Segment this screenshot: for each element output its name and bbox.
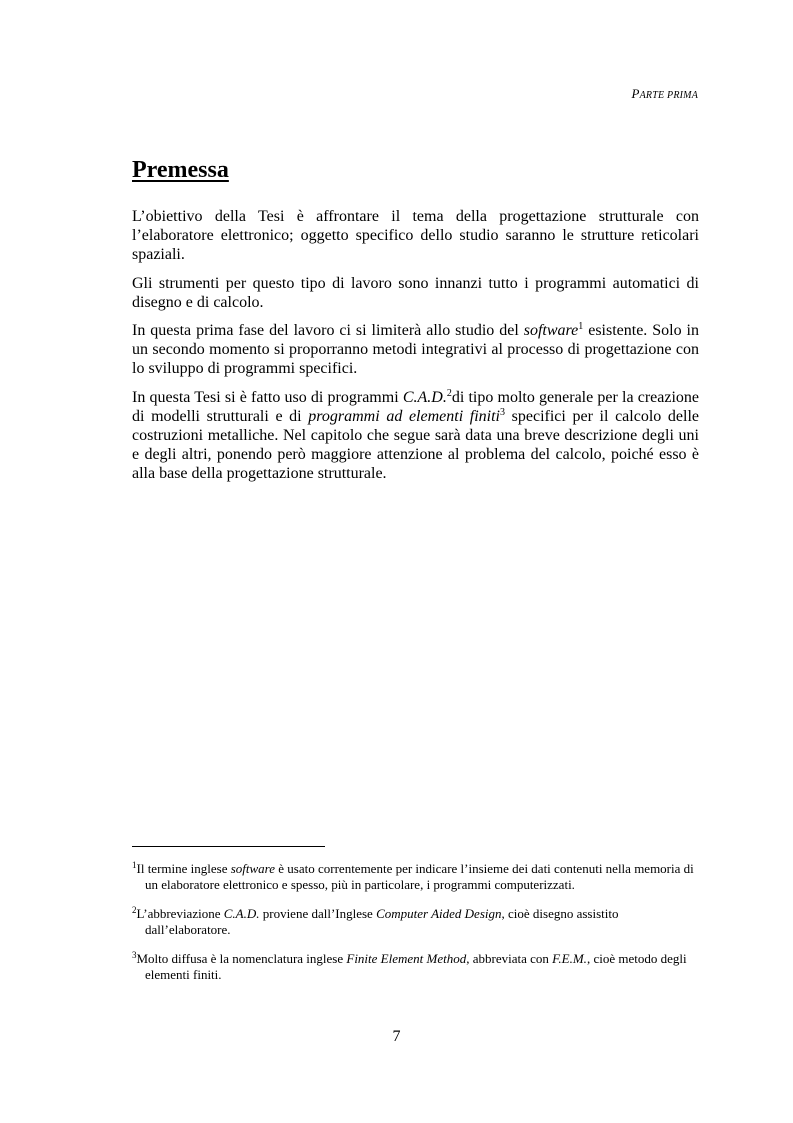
footnote-separator (132, 846, 325, 847)
footnote-2 (132, 906, 702, 937)
footnote-2-term-a: C.A.D. (223, 906, 260, 922)
paragraph-3-text-b: esistente. Solo in un secondo momento si proporranno metodi integrativi al processo di progettazione con lo sviluppo di programmi specifici. (132, 322, 699, 378)
page-number: 7 (392, 1028, 401, 1045)
footnote-ref-3: 3 (500, 406, 506, 418)
running-head (631, 86, 698, 102)
running-head-initial: P (631, 86, 640, 101)
footnote-ref-2: 2 (446, 387, 452, 399)
term-cad: C.A.D. (402, 388, 447, 406)
paragraph-4 (132, 388, 699, 484)
paragraph-3 (132, 321, 699, 379)
footnote-2-text-c: , cioè disegno assistito dall’elaboratore. (145, 906, 619, 937)
footnote-2-text-b: proviene dall’Inglese (259, 906, 377, 922)
footnote-1-number: 1 (132, 860, 137, 870)
footnote-3-text-c: , cioè metodo degli elementi finiti. (145, 951, 687, 982)
paragraph-4-text-b: di tipo molto generale per la creazione di modelli strutturali e di (132, 388, 700, 425)
paragraph-4-text-a: In questa Tesi si è fatto uso di programmi (132, 388, 403, 406)
footnote-ref-1: 1 (578, 321, 584, 333)
footnote-2-term-b: Computer Aided Design (376, 906, 502, 922)
footnote-1-text-b: è usato correntemente per indicare l’insieme dei dati contenuti nella memoria di un elaboratore elettronico e spesso, più in particolare, i programmi computerizzati. (145, 861, 694, 892)
paragraph-4-text-c: specifici per il calcolo delle costruzioni metalliche. Nel capitolo che segue sarà data una breve descrizione degli uni e degli altri, ponendo però maggiore attenzione al problema del calcolo, poiché esso è alla base della progettazione strutturale. (132, 407, 699, 483)
footnote-3-text-a: Molto diffusa è la nomenclatura inglese (136, 951, 347, 967)
running-head-rest: ARTE PRIMA (639, 90, 698, 101)
footnote-2-number: 2 (132, 905, 137, 916)
paragraph-1: L’obiettivo della Tesi è affrontare il tema della progettazione strutturale con l’elaboratore elettronico; oggetto specifico dello studio saranno le strutture reticolari spaziali. (132, 208, 699, 264)
footnote-1-term: software (230, 861, 276, 876)
footnote-3-number: 3 (132, 950, 137, 961)
footnote-3-term-a: Finite Element Method (346, 951, 467, 967)
term-fem-programs: programmi ad elementi finiti (308, 407, 501, 425)
paragraph-2: Gli strumenti per questo tipo di lavoro sono innanzi tutto i programmi automatici di disegno e di calcolo. (132, 274, 699, 311)
footnotes (132, 861, 702, 997)
footnote-3-text-b: , abbreviata con (466, 951, 553, 967)
section-title: Premessa (132, 157, 229, 183)
footnote-3 (132, 951, 702, 982)
footnote-1 (132, 861, 702, 892)
footnote-3-term-b: F.E.M. (552, 951, 587, 967)
footnote-1-text-a: Il termine inglese (136, 861, 231, 876)
paragraph-3-text-a: In questa prima fase del lavoro ci si limiterà allo studio del (132, 322, 524, 340)
body-text (132, 207, 699, 493)
term-software: software (523, 322, 579, 340)
footnote-2-text-a: L’abbreviazione (136, 906, 224, 922)
